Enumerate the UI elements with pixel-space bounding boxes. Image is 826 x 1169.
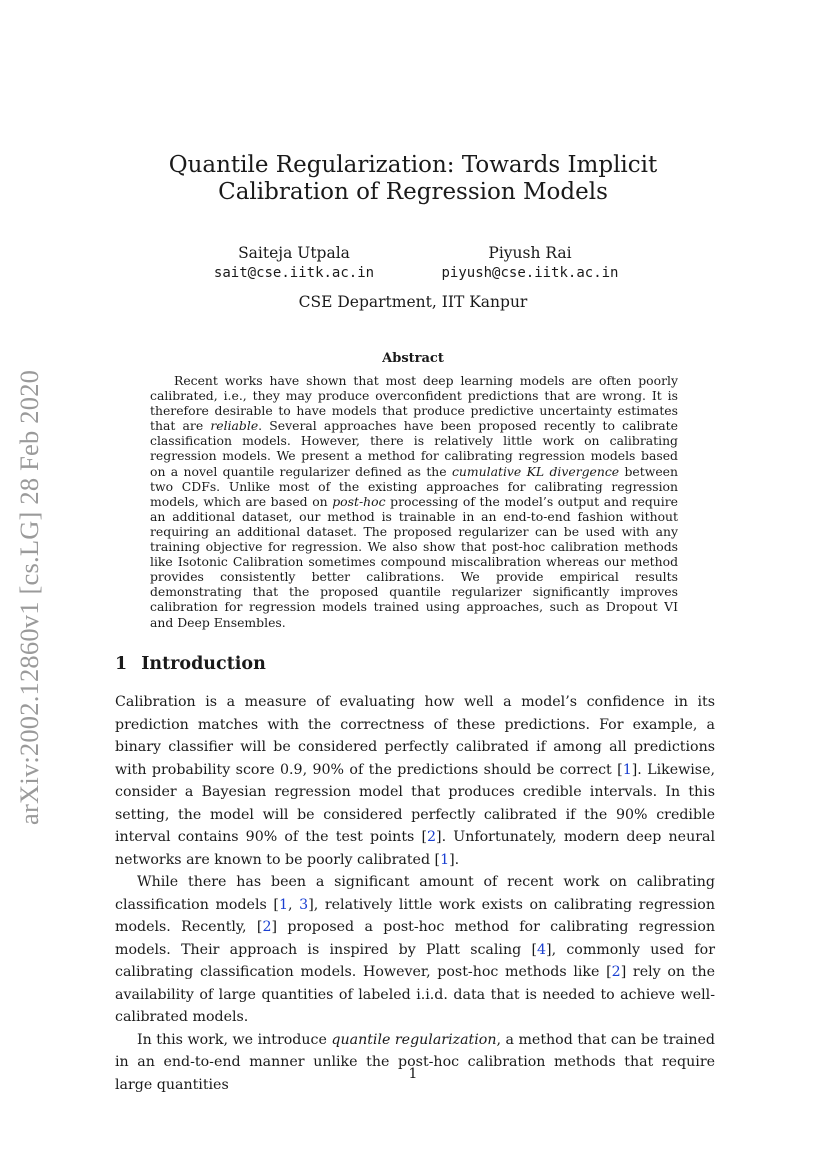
author-block [400,243,660,283]
affiliation: CSE Department, IIT Kanpur [298,293,528,311]
paragraph-text: ] proposed a post-hoc method for calibrating regression models. Their approach is inspired by Platt scaling [ [115,919,715,958]
paragraph-text: , [287,896,300,913]
section-number: 1 [115,654,128,674]
citation-link[interactable]: 2 [427,829,437,845]
citation-link[interactable]: 1 [440,851,450,868]
paragraph-text: ], commonly used for calibrating classification models. However, post-hoc methods like [ [115,941,715,980]
author-name: Piyush Rai [488,244,572,262]
paragraph [115,691,715,871]
paragraph-emphasis: quantile regularization [331,1031,497,1048]
abstract-text: Recent works have shown that most deep learning models are often poorly calibrated, i.e., they may produce overconfident predictions that are wrong. It is therefore desirable to have models that produce predictive uncertainty estimates that are [150,373,678,434]
paragraph-text: ]. [449,851,460,868]
author-name: Saiteja Utpala [238,244,350,262]
paragraph-text: ], relatively little work exists on calibrating regression models. Recently, [ [115,896,715,935]
paragraph-text: In this work, we introduce [137,1031,332,1048]
section-title: Introduction [141,654,266,674]
page-number: 1 [408,1066,418,1082]
paragraph [115,871,715,1029]
paragraph-text: While there has been a significant amount of recent work on calibrating classification models [ [115,874,715,913]
abstract-emphasis: post-hoc [332,493,386,509]
abstract-heading: Abstract [382,351,444,366]
citation-link[interactable]: 1 [278,896,288,913]
section-heading-introduction [115,654,266,674]
author-email: sait@cse.iitk.ac.in [213,265,375,281]
abstract-emphasis: cumulative KL divergence [451,463,620,479]
paragraph [115,1029,715,1097]
abstract-text: between two CDFs. Unlike most of the existing approaches for calibrating regression models, which are based on [150,463,678,509]
author-email: piyush@cse.iitk.ac.in [441,265,619,281]
paragraph-text: , a method that can be trained in an end-to-end manner unlike the post-hoc calibration methods that require large quantities [115,1031,715,1093]
arxiv-identifier-stamp: arXiv:2002.12860v1 [cs.LG] 28 Feb 2020 [14,369,44,825]
abstract-body [150,373,678,630]
paragraph-text: ]. Likewise, consider a Bayesian regression model that produces credible intervals. In this setting, the model will be considered perfectly calibrated if the 90% credible interval contains 90% of the test points [ [115,761,715,845]
citation-link[interactable]: 1 [622,761,632,778]
paragraph-text: Calibration is a measure of evaluating how well a model’s confidence in its prediction matches with the correctness of these predictions. For example, a binary classifier will be considered perfectly calibrated if among all predictions with probability score 0.9, 90% of the predictions should be correct [ [115,694,715,778]
abstract-text: processing of the model’s output and require an additional dataset, our method is trainable in an end-to-end fashion without requiring an additional dataset. The proposed regularizer can be used with any training objective for regression. We also show that post-hoc calibration methods like Isotonic Calibration sometimes compound miscalibration whereas our method provides consistently better calibrations. We provide empirical results demonstrating that the proposed quantile regularizer significantly improves calibration for regression models trained using approaches, such as Dropout VI and Deep Ensembles. [150,493,678,630]
citation-link[interactable]: 2 [611,964,621,980]
citation-link[interactable]: 2 [262,919,272,935]
introduction-body [115,691,715,1096]
citation-link[interactable]: 4 [537,941,547,958]
citation-link[interactable]: 3 [299,896,309,913]
paragraph-text: ] rely on the availability of large quantities of labeled i.i.d. data that is needed to achieve well-calibrated models. [115,964,715,1025]
paper-title: Quantile Regularization: Towards Implicit Calibration of Regression Models [168,152,658,205]
abstract-text: . Several approaches have been proposed recently to calibrate classification models. However, there is relatively little work on calibrating regression models. We present a method for calibrating regression models based on a novel quantile regularizer defined as the [150,418,678,479]
author-block [164,243,424,283]
paragraph-text: ]. Unfortunately, modern deep neural networks are known to be poorly calibrated [ [115,829,715,868]
abstract-emphasis: reliable [210,418,259,434]
